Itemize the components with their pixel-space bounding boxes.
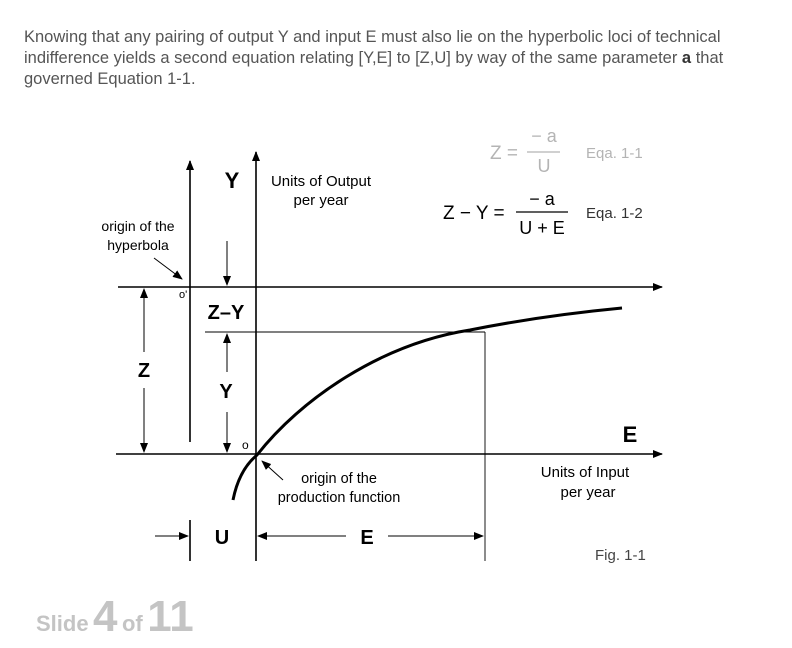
- slide-of: of: [121, 611, 143, 636]
- y-axis-label: Y: [224, 168, 240, 193]
- eq1-numerator: − a: [531, 126, 557, 146]
- e-axis-label: E: [622, 422, 638, 447]
- e-dimension-label: E: [360, 527, 374, 549]
- y-axis-desc-2: per year: [293, 192, 349, 209]
- z-label: Z: [137, 360, 151, 382]
- u-label: U: [214, 527, 230, 549]
- slide-current: 4: [93, 592, 118, 641]
- eq2-denominator: U + E: [519, 218, 565, 238]
- hyperbola-origin-pointer: [154, 258, 182, 279]
- eq2-label: Eqa. 1-2: [586, 205, 643, 222]
- production-origin-label-1: origin of the: [301, 471, 377, 487]
- eq1-label: Eqa. 1-1: [586, 145, 643, 162]
- production-origin-label-2: production function: [277, 490, 401, 506]
- equation-1-2: [443, 189, 643, 238]
- slide-word: Slide: [36, 611, 89, 636]
- intro-param: a: [681, 49, 692, 67]
- production-origin-marker: o: [242, 438, 249, 452]
- production-origin-pointer: [262, 461, 283, 480]
- equation-1-1: [490, 126, 643, 176]
- z-minus-y-label: Z–Y: [207, 302, 245, 324]
- figure-caption: Fig. 1-1: [595, 547, 646, 564]
- y-dimension-label: Y: [219, 381, 233, 403]
- eq1-lhs: Z =: [490, 143, 518, 164]
- eq2-numerator: − a: [529, 189, 555, 209]
- eq2-lhs: Z − Y =: [443, 203, 505, 224]
- intro-text-1: Knowing that any pairing of output Y and input E must also lie on the hyperbolic loci of technical indifference yields a second equation relating [Y,E] to [Z,U] by way of the same parameter: [24, 28, 721, 67]
- y-axis-desc-1: Units of Output: [270, 173, 372, 190]
- e-axis-desc-2: per year: [560, 484, 616, 501]
- hyperbola-origin-label-2: hyperbola: [107, 237, 169, 253]
- intro-text-2: that governed Equation 1-1.: [24, 49, 724, 88]
- e-axis-desc-1: Units of Input: [540, 464, 630, 481]
- slide-total: 11: [147, 592, 194, 641]
- eq1-denominator: U: [537, 156, 551, 176]
- hyperbola-origin-label-1: origin of the: [101, 218, 175, 234]
- hyperbola-origin-marker: o': [179, 289, 188, 301]
- slide-counter: [36, 592, 194, 642]
